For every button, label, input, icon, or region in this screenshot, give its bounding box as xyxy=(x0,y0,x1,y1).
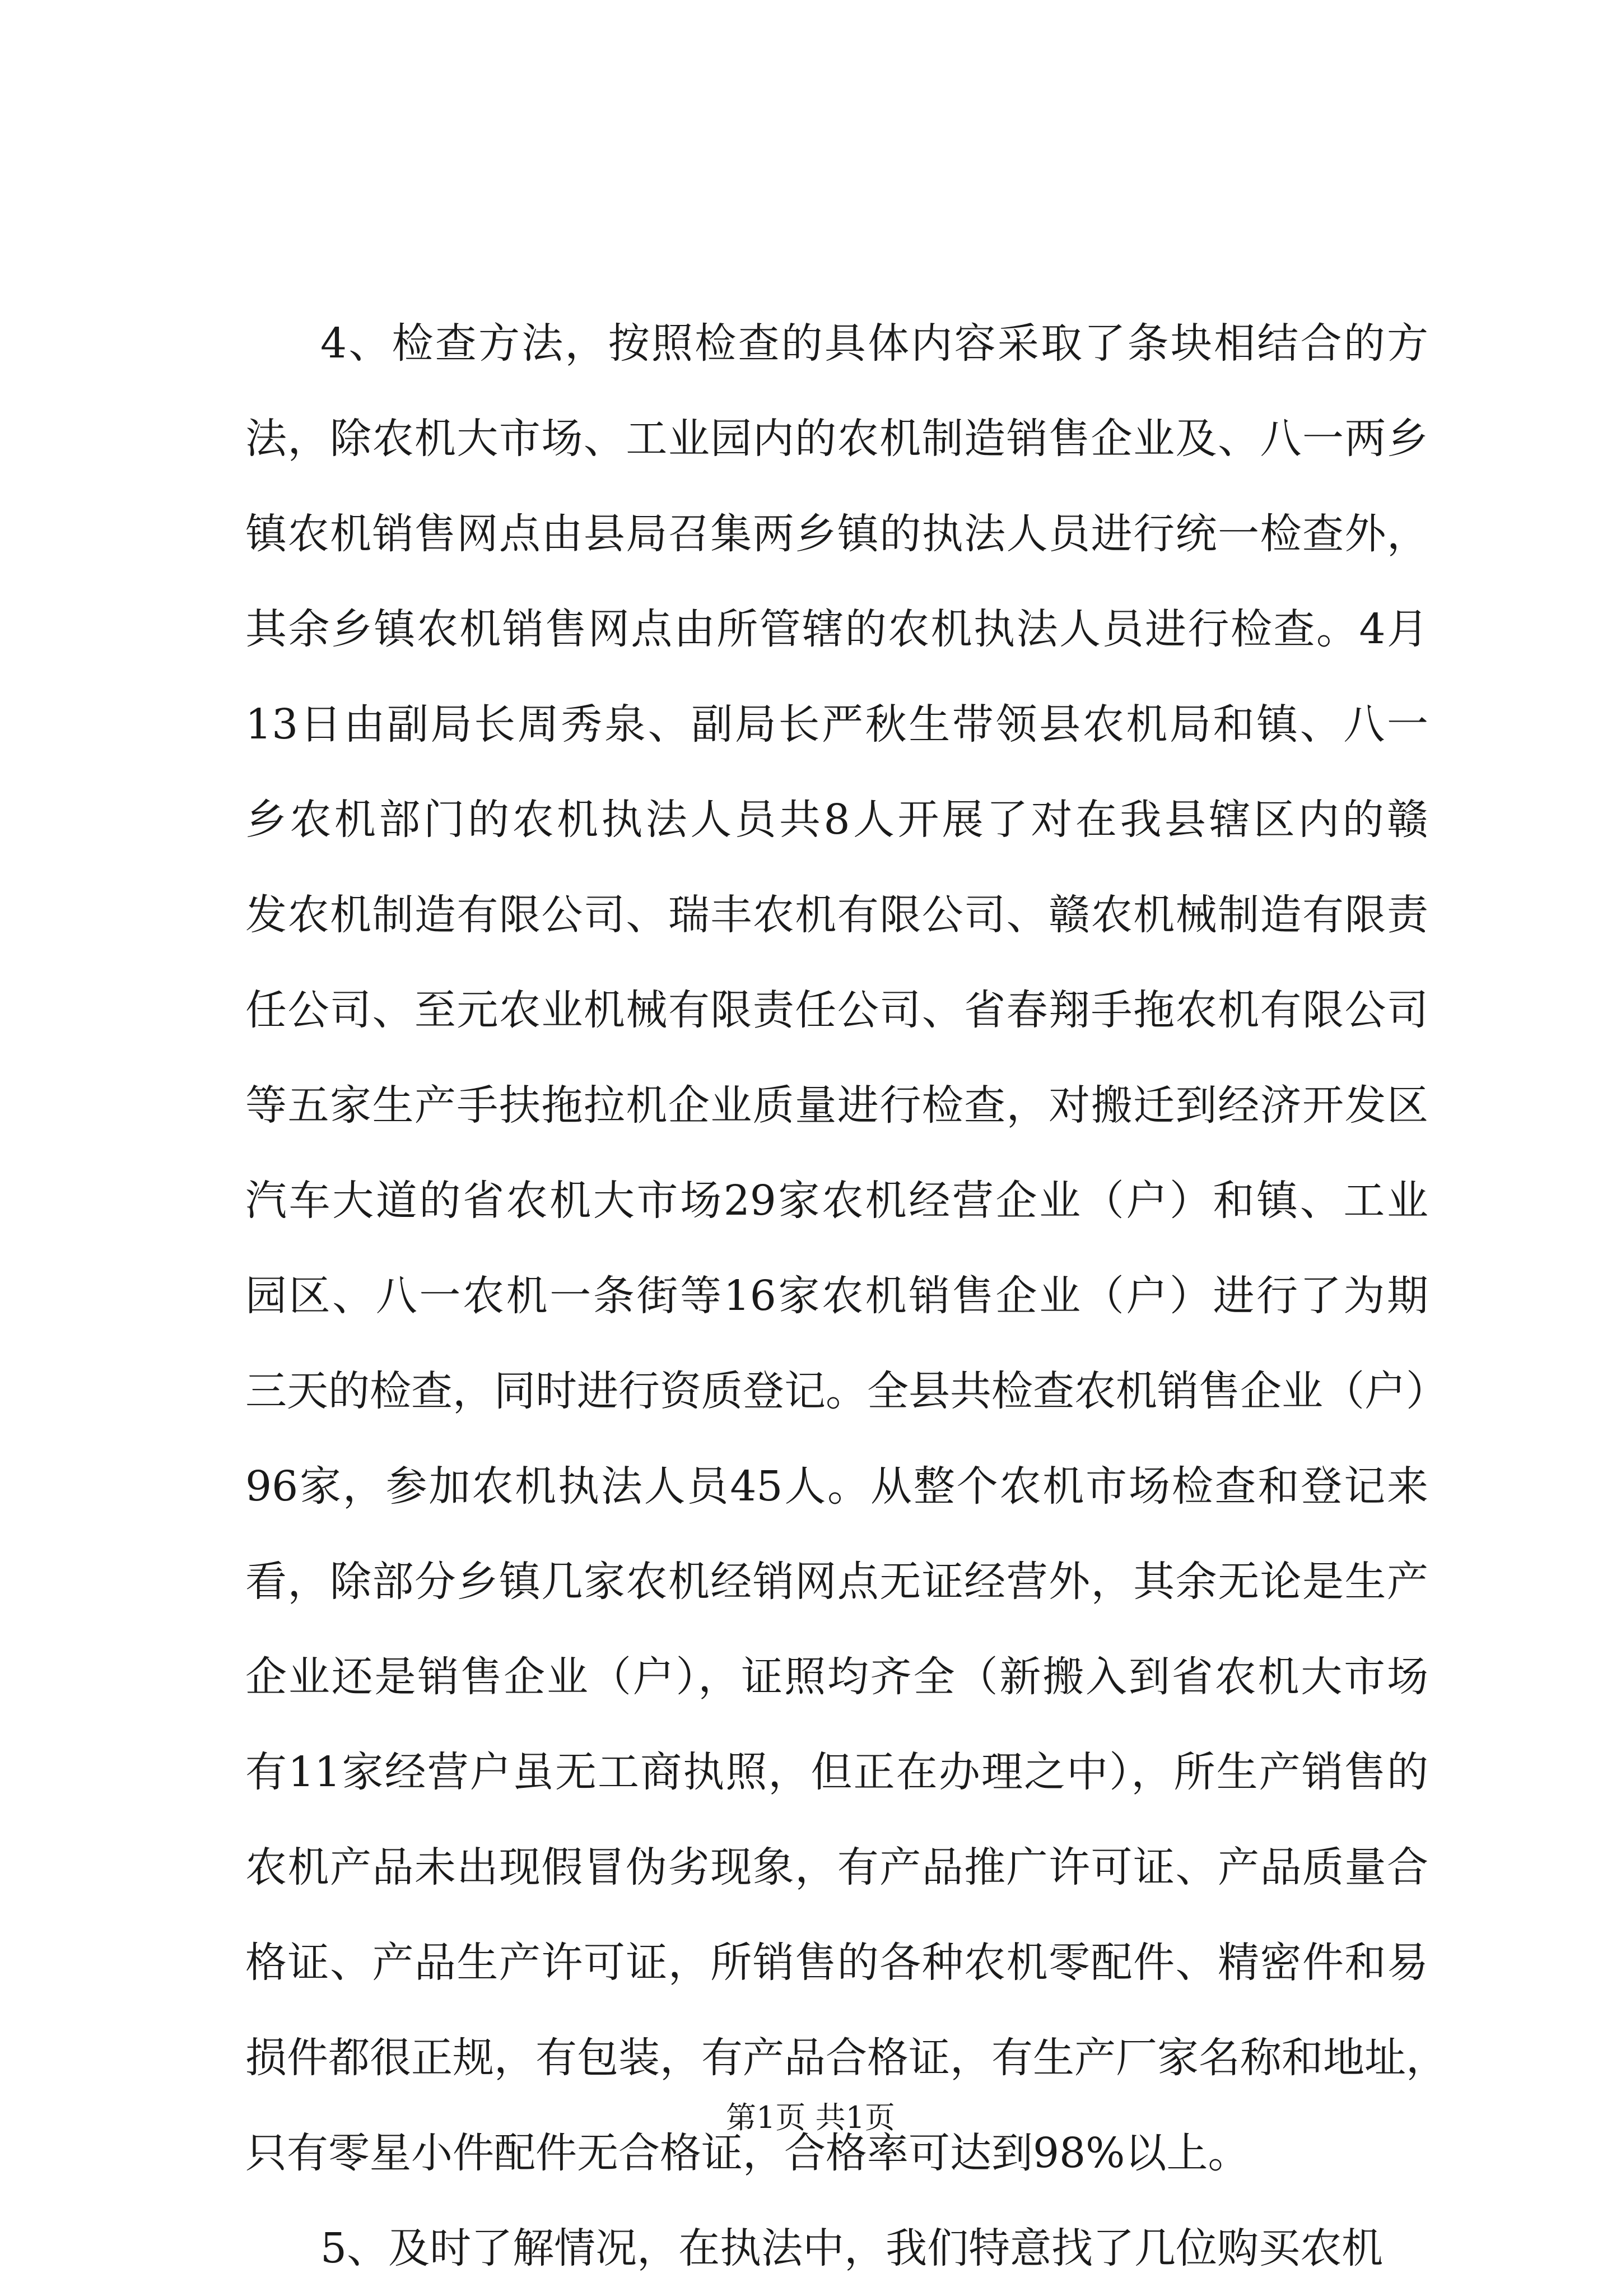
text-line: 等五家生产手扶拖拉机企业质量进行检查，对搬迁到经济开发区 xyxy=(245,1081,1428,1130)
page-footer xyxy=(0,2095,1621,2140)
text-line: 任公司、至元农业机械有限责任公司、省春翔手拖农机有限公司 xyxy=(245,986,1428,1034)
text-line: 损件都很正规，有包装，有产品合格证，有生产厂家名称和地址， xyxy=(245,2034,1447,2082)
text-line: 农机产品未出现假冒伪劣现象，有产品推广许可证、产品质量合 xyxy=(245,1843,1428,1891)
text-line: 13日由副局长周秀泉、副局长严秋生带领县农机局和镇、八一 xyxy=(245,700,1428,749)
text-line: 格证、产品生产许可证，所销售的各种农机零配件、精密件和易 xyxy=(245,1939,1428,1987)
text-line: 汽车大道的省农机大市场29家农机经营企业（户）和镇、工业 xyxy=(245,1177,1428,1225)
text-line: 只有零星小件配件无合格证，合格率可达到98%以上。 xyxy=(245,2129,1250,2177)
text-line: 4、检查方法，按照检查的具体内容采取了条块相结合的方 xyxy=(320,319,1428,368)
text-line: 乡农机部门的农机执法人员共8人开展了对在我县辖区内的赣 xyxy=(245,796,1428,844)
page-number-label: 第1页 共1页 xyxy=(726,2100,895,2135)
text-line: 有11家经营户虽无工商执照，但正在办理之中），所生产销售的 xyxy=(245,1748,1428,1796)
text-line: 96家，参加农机执法人员45人。从整个农机市场检查和登记来 xyxy=(245,1462,1428,1510)
text-line: 看，除部分乡镇几家农机经销网点无证经营外，其余无论是生产 xyxy=(245,1558,1428,1606)
document-body xyxy=(245,296,1447,2296)
text-line: 园区、八一农机一条街等16家农机销售企业（户）进行了为期 xyxy=(245,1272,1428,1320)
text-line: 其余乡镇农机销售网点由所管辖的农机执法人员进行检查。4月 xyxy=(245,605,1428,653)
text-line: 5、及时了解情况，在执法中，我们特意找了几位购买农机 xyxy=(320,2224,1384,2272)
text-line: 企业还是销售企业（户），证照均齐全（新搬入到省农机大市场 xyxy=(245,1653,1428,1701)
text-line: 法，除农机大市场、工业园内的农机制造销售企业及、八一两乡 xyxy=(245,415,1428,463)
text-line: 镇农机销售网点由县局召集两乡镇的执法人员进行统一检查外， xyxy=(245,510,1428,558)
text-line: 三天的检查，同时进行资质登记。全县共检查农机销售企业（户） xyxy=(245,1367,1447,1415)
text-line: 发农机制造有限公司、瑞丰农机有限公司、赣农机械制造有限责 xyxy=(245,891,1428,939)
